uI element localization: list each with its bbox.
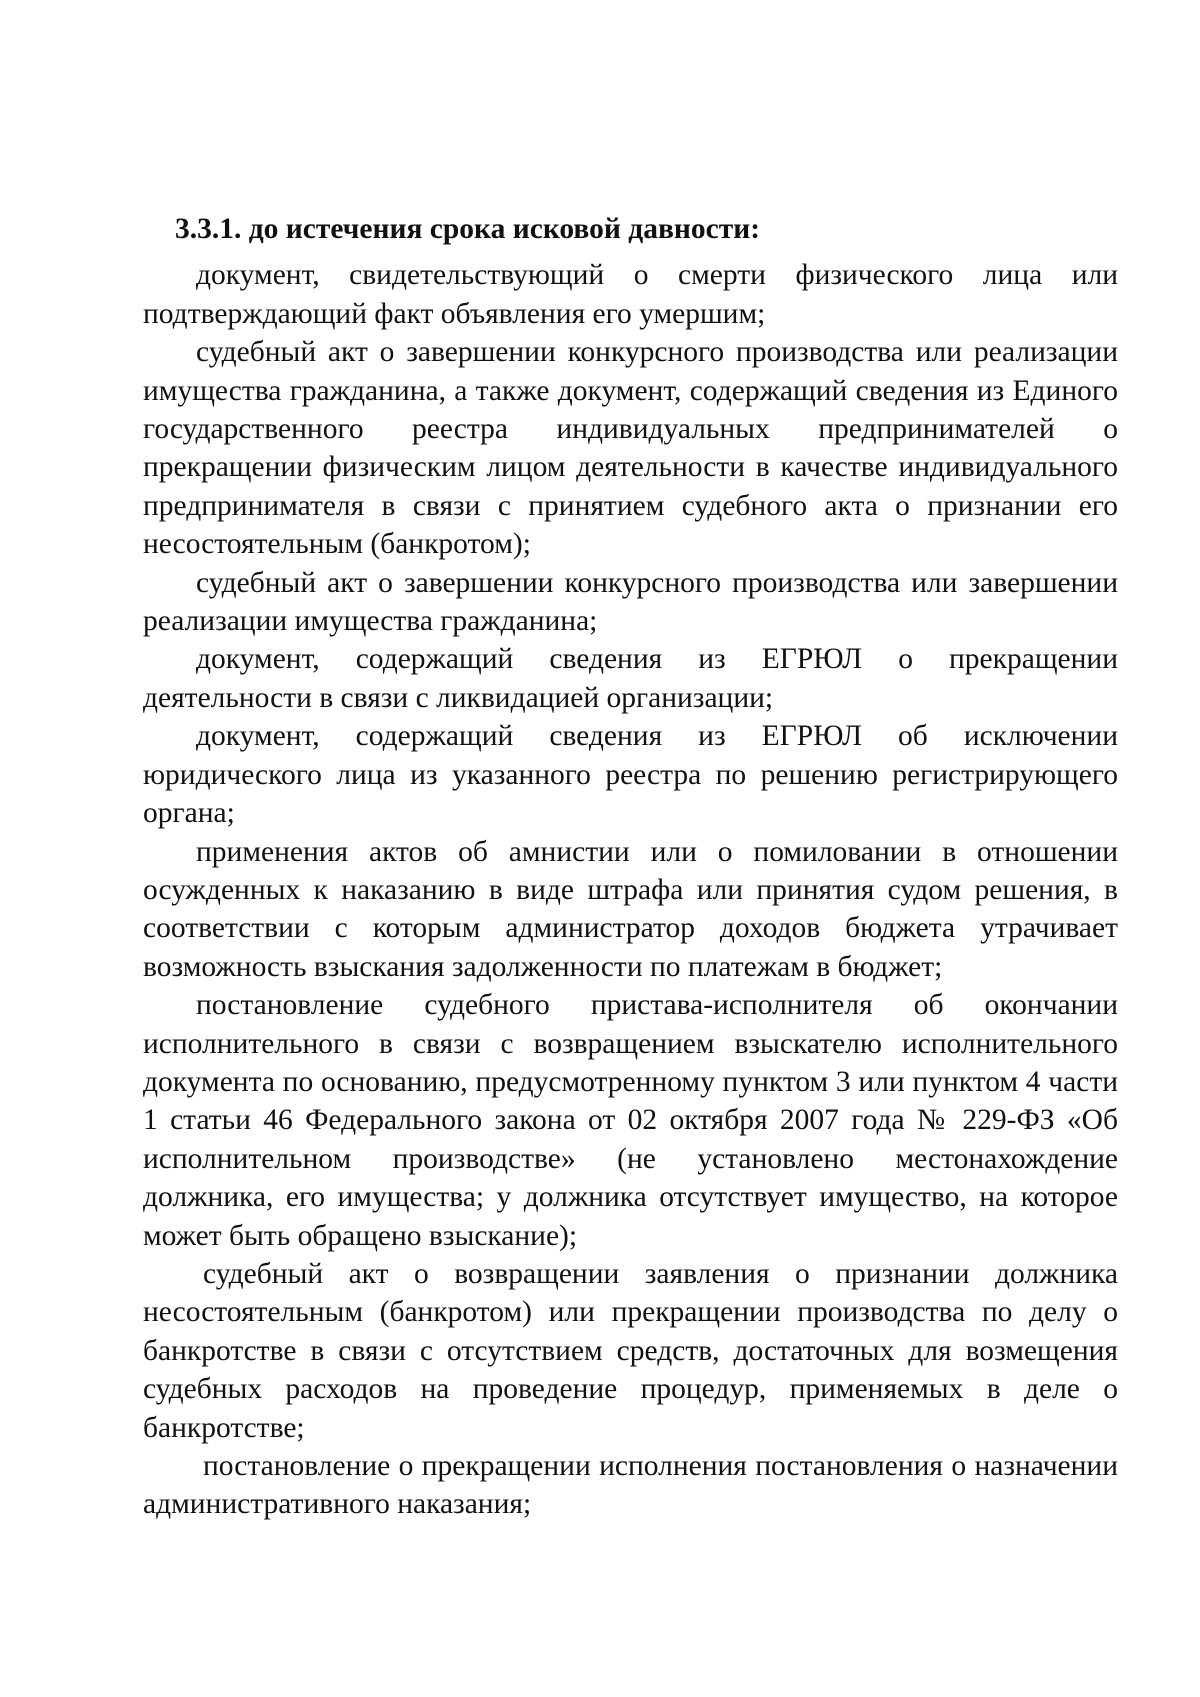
paragraph: судебный акт о возвращении заявления о признании должника несостоятельным (банкротом) или прекращении производства по делу о банкротстве в связи с отсутствием средств, достаточных для возмещения судебных расходов на проведение процедур, применяемых в деле о банкротстве; bbox=[143, 1257, 1118, 1444]
paragraph: судебный акт о завершении конкурсного производства или реализации имущества гражданина, а также документ, содержащий сведения из Единого государственного реестра индивидуальных предпринимателей о прекращении физическим лицом деятельности в качестве индивидуального предпринимателя в связи с принятием судебного акта о признании его несостоятельным (банкротом); bbox=[143, 336, 1118, 561]
paragraph: постановление о прекращении исполнения постановления о назначении административного наказания; bbox=[143, 1450, 1118, 1521]
section-heading: 3.3.1. до истечения срока исковой давности: bbox=[175, 213, 761, 245]
paragraph: документ, содержащий сведения из ЕГРЮЛ о прекращении деятельности в связи с ликвидацией организации; bbox=[143, 643, 1118, 714]
paragraph: судебный акт о завершении конкурсного производства или завершении реализации имущества гражданина; bbox=[143, 566, 1118, 638]
paragraph: документ, свидетельствующий о смерти физического лица или подтверждающий факт объявления его умершим; bbox=[143, 259, 1118, 330]
document-body bbox=[143, 210, 1118, 1524]
paragraph: постановление судебного пристава-исполнителя об окончании исполнительного в связи с возвращением взыскателю исполнительного документа по основанию, предусмотренному пунктом 3 или пунктом 4 части 1 статьи 46 Федерального закона от 02 октября 2007 года № 229-ФЗ «Об исполнительном производстве» (не установлено местонахождение должника, его имущества; у должника отсутствует имущество, на которое может быть обращено взыскание); bbox=[143, 989, 1118, 1252]
paragraph: документ, содержащий сведения из ЕГРЮЛ об исключении юридического лица из указанного реестра по решению регистрирующего органа; bbox=[143, 720, 1118, 830]
paragraph: применения актов об амнистии или о помиловании в отношении осужденных к наказанию в виде штрафа или принятия судом решения, в соответствии с которым администратор доходов бюджета утрачивает возможность взыскания задолженности по платежам в бюджет; bbox=[143, 835, 1118, 983]
